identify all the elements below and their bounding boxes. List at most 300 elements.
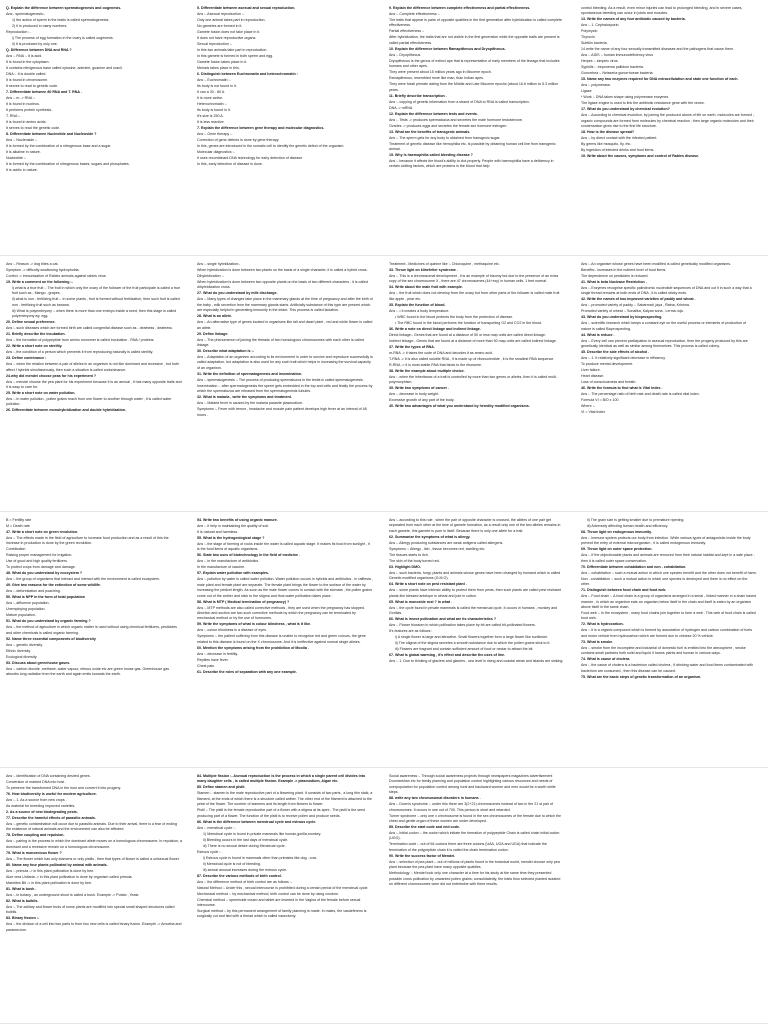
- text-column-3: [389, 262, 565, 506]
- text-line: Gonorrhea :- Neisseria gonorrhoeae bacteria.: [581, 71, 654, 76]
- text-line: They were present about 15 million years ago in Miocene epoch.: [389, 70, 492, 75]
- text-line: The dependence on pesticides is reduced.: [581, 274, 649, 278]
- text-line: 44. What is reduce .: [581, 332, 615, 337]
- text-line: Ans :- pairing is the process in which the dominant allele moves on a homologous chromosome. In repulsion, a dominant and a recessive remain on a homologous chromosome.: [6, 839, 182, 849]
- text-line: Insemination :- after spermatogenesis the sperm gets embedded in the top and cells and finally the process by which the spermatozoa are released from the spermatogenesis tubules.: [197, 383, 373, 394]
- text-line: Ans :- according to this rule , when the pair of opposite character is crossed, the alleles of one pair get separated from each other at the time of gamete formation, as a result only one of the two alleles remains in each gamete, this gamete is pure in itself. Because there is only one allele for a trait.: [389, 518, 561, 533]
- text-line: Heterochromatin :-: [197, 102, 227, 106]
- text-line: Ans :- it is a organic compound which is formed by association of hydrogen and carbon combination of fuels and motor vehicle from hydrocarbon which are formed due to chinese 20 % vehicle.: [581, 628, 752, 638]
- text-line: 46. Write the formula to find what is Vital Index .: [581, 386, 663, 391]
- text-line: Ans :- Flower blossom in which pollination takes place by bit are called bit-pollinated flowers.: [389, 623, 536, 628]
- text-line: Ans :- The sperm gets for any body to obtained from transgenic sugar.: [389, 135, 501, 140]
- text-line: Ans :- primula -> in this plant pollination is done by bee.: [6, 868, 95, 873]
- text-line: Ans :- the difference method of birth control are as follows :-: [197, 879, 293, 884]
- text-line: i) Estrous cycle is found in mammals other than primates like dog , cow.: [203, 855, 317, 860]
- text-line: 72. What is hydrocarbon.: [581, 622, 624, 627]
- text-line: By ingestion of infected drinks and food items.: [581, 148, 655, 153]
- text-line: Ans :- the formation of polypeptide from amino monomer is called incubation . RNA / proteins.: [6, 338, 155, 343]
- text-line: Pistil :- The pistil is the female reproductive part of a flower with a stigma at its apex . The pistil is the seed producing part of a flower. The function of the pistil is to receive pollen and produce seeds.: [197, 808, 366, 818]
- text-line: Ans :- it help in maintaining the quality of soil.: [197, 524, 269, 528]
- text-line: To protect crops from damage and damage.: [6, 565, 76, 570]
- text-line: It is alkaline in nature.: [6, 150, 41, 154]
- text-line: Ligase: [581, 89, 592, 94]
- text-line: Ans :- Reason -> dog bites a cat.: [6, 262, 59, 266]
- text-line: Ans :- the cause of cholera is a bacterium called cholera , if drinking water and food items contaminated with bacterium are consumed , then this disease can be caused.: [581, 663, 753, 673]
- text-line: 82. What is bulbils.: [6, 898, 39, 903]
- text-line: In the manufacture of vaccine.: [197, 565, 246, 570]
- text-line: Ans :- Dryopithecus: [389, 52, 421, 57]
- text-line: It is natural and harmless.: [197, 530, 239, 534]
- text-line: iii) There is no sexual desire during Menstrual cycle.: [203, 843, 286, 848]
- text-line: Ans :- the stage of forming of rocks inside the water is called aquatic stage. It makes its food from sunlight , it is the food items of aquatic organisms.: [197, 542, 370, 552]
- text-line: Ans :- colour blindness is a disease of eyes.: [197, 628, 267, 633]
- text-line: Excessive growth of any part of the body.: [389, 398, 455, 403]
- text-line: 35. Explain the function of blood.: [389, 302, 446, 307]
- text-column-3: [389, 774, 565, 1018]
- text-line: 10. Explain the difference between Ramapithecus and Dryopithecus.: [389, 46, 506, 51]
- text-line: Ans :- Initial codon :- the codon which initiate the formation of polypeptide Chain is called chain initial codon (UGG).: [389, 831, 560, 841]
- text-line: 28. What is an allele.: [197, 314, 232, 319]
- text-line: Ans :- single hybridization:-: [197, 262, 241, 266]
- text-line: Ans :- Immune system protects our body from infection. While various types of antagonistic inside the body prevent the entry of external microorganism , it is called endogenous immunity.: [581, 536, 751, 546]
- text-line: Ans :- Many types of changes take place in the mammary glands at the time of pregnancy and after the birth of the baby , milk secretion from the mammary glands starts. Artificially substance of this type are present which are especially helpful in generating immunity in the infant. This process is called lactation.: [197, 297, 373, 313]
- text-line: Chemical method :- spermicide cream and tablet are inserted in the Vagina of the female before sexual intercourse.: [197, 897, 361, 908]
- text-line: Ans :- polymerase.: [581, 83, 611, 88]
- text-line: B = Fertility rate: [6, 518, 32, 522]
- text-line: Ans :- The axillary and flower buds of some plants are modified into special small shaped structures called bulbils.: [6, 904, 175, 915]
- text-line: It is less reactive.: [197, 120, 225, 124]
- text-line: 24.why did mendel choose peas for his experiment ?: [6, 373, 97, 378]
- text-line: Ans :- when the inheritance of a trait is controlled by more than two genes or alleles, then it is called multi-polymorphism.: [389, 374, 557, 385]
- text-line: ii) Menstrual cycle is not of bleeding.: [203, 861, 261, 866]
- text-line: Dihybridization :-: [197, 274, 224, 278]
- text-line: Heart disease.: [581, 374, 605, 379]
- text-column-4: [581, 262, 757, 506]
- text-line: Symptom -> difficulty swallowing hydrophobia.: [6, 268, 80, 272]
- text-column-2: [197, 262, 373, 506]
- text-line: 29. Define linkage.: [197, 331, 229, 336]
- text-line: 56. State two uses of biotechnology in the field of medicine .: [197, 553, 301, 558]
- text-line: T. RNA :-: [6, 114, 21, 118]
- text-line: 81. What is bush .: [6, 886, 37, 891]
- text-line: Treatment of genetic disease like hemophilia etc. is possible by obtaining human cell line from transgenic animal.: [389, 141, 556, 152]
- text-line: It's features are as follows :: [389, 629, 433, 634]
- text-line: It is found in the cytoplasm.: [6, 60, 50, 64]
- text-line: 20. Define sexual preference.: [6, 320, 56, 325]
- text-line: Ans :- Euchromatin :-: [197, 78, 231, 82]
- text-line: It is more active.: [197, 96, 224, 100]
- text-column-3: [389, 6, 565, 250]
- text-line: control bleeding. As a result, even minor injuries can lead to prolonged bleeding, and in severe cases, spontaneous bleeding can occur in joints and muscles.: [581, 6, 743, 16]
- text-line: To produce mental development.: [581, 362, 634, 367]
- text-line: Social awareness :- Through social awareness projects through newspapers magazines advertisement Doordarshan etc for family planning and population control highlighting various resources and needs of overpopulation for population control among rural and backward women and men would be a worth while steps.: [389, 774, 556, 795]
- text-line: 57. Explain water pollution with examples.: [197, 571, 269, 576]
- text-line: 47. Write a short note on green revolution.: [6, 530, 79, 534]
- text-line: Ans :- decrease in body weight.: [389, 392, 440, 397]
- text-line: Mechanical method :- by mechanical method, birth control can be done by using condom.: [197, 891, 340, 896]
- text-line: Mature population.: [6, 613, 36, 618]
- text-line: Subtilin bacteria.: [581, 41, 608, 46]
- text-line: Treatment:- Medicines of quinine like :- Chloroquine , methaquine etc.: [389, 262, 500, 266]
- text-line: 84. Multiple fission :- Asexual reproduction is the process in which a single parent cell divides into many daughter cells , is called multiple fission. Example -> plasmodium, Algae etc.: [197, 774, 366, 784]
- text-line: Ans :- MTP methods are also called corrective methods , they are used when the pregnancy has stopped. Abortion and suction are two such corrective methods by which the pregnancy can be terminated by mechanical method or by the use of hormones.: [197, 605, 365, 621]
- text-line: By germs like mosquito, fly, etc.: [581, 142, 632, 147]
- text-line: Ans :- smoke from the incomplete and industrial of domestic fuel is emitted into the atmosphere , smoke contains small particles both solid and liquid it harms plants and human in various ways.: [581, 645, 746, 656]
- text-line: Ans :- menstrual cycle :-: [197, 825, 236, 830]
- text-line: Ans :- Every cell can prevent participation in asexual reproduction, then the progeny produced by this are genetically identical as well as similar among themselves. This process is called colony.: [581, 338, 748, 349]
- text-line: Symptoms :- Fever with tremor , headache and muscle pain patient develops high fever at an interval of 48 hours .: [197, 407, 367, 417]
- text-line: Ans :- Adaptation of an organism according to its environment in order to survive and reproduce successfully is called adaptation, but adaptation is also used for any such trait which helps in increasing the survival capacity of an organism.: [197, 355, 373, 370]
- text-line: 2. As a source of new biodegrading pests.: [6, 810, 78, 814]
- text-line: 26. Differentiate between monohybridization and double hybridization.: [6, 408, 127, 413]
- text-line: As material for breeding improved varieties.: [6, 804, 76, 808]
- text-column-1: [6, 6, 182, 250]
- text-line: 27. What do you understand by milk discharge.: [197, 291, 278, 296]
- text-line: Ans :- genetic diversity.: [6, 642, 43, 647]
- text-line: Methodology :- Mendel took only one character at a time for his study at the same time they presented possible cross pollination by unwanted pollen grains; consolidatedly, the traits thus selected planted isolated on different chromosomes were did not entertwine with there results.: [389, 871, 561, 887]
- text-line: Ans :- An organism whose genes have been modified is called genetically modified organisms.: [581, 262, 732, 266]
- text-line: 11. Briefly describe transcription .: [389, 93, 447, 98]
- text-line: In this two animals take part in reproduction.: [197, 48, 268, 52]
- text-line: Ethnic diversity.: [6, 648, 31, 653]
- text-line: It is found in amino acids.: [6, 120, 47, 124]
- text-line: 5. Differentiate between asexual and sexual reproduction.: [197, 6, 296, 10]
- text-line: 23. Define contrivance :: [6, 356, 47, 361]
- text-line: Ecological diversity.: [6, 654, 38, 659]
- text-line: • WBC found in the blood protects the body from the protection of disease.: [395, 314, 514, 319]
- text-line: 32. What is malaria , write the symptoms and treatment.: [197, 395, 292, 400]
- text-line: Control -> immunisation of Rabies animals against rabies virus.: [6, 274, 107, 278]
- text-line: 1) the action of sperm in the testis is called spermatogenesis.: [12, 18, 110, 22]
- text-line: Formula VI = B/D x 100: [581, 398, 619, 403]
- text-line: i) what is a true fruit :- The fruit in which only the ovary of the follower of the fruit participate is called a true fruit such as - Mango , grapes.: [12, 286, 181, 296]
- text-line: Ans :- spermatogenesis :- The process of producing spermatozoa in the testis is called spermatogenesis.: [197, 377, 364, 382]
- text-line: 34. Write about the male fruit with example.: [389, 285, 463, 290]
- text-line: Estrous cycle :-: [197, 849, 222, 854]
- text-line: Ans :- RNA :- It is acid.: [6, 54, 43, 58]
- text-line: ii) Bleeding occurs in the last days of menstrual cycle.: [203, 837, 289, 842]
- text-line: Ans :- the fruit which does not develop from the ovary but from other parts of the follower is called male fruit like apple , pear etc.: [389, 291, 560, 301]
- text-line: 14 write the name of any four sexually transmitted diseases and the pathogens that cause them.: [581, 47, 734, 52]
- text-line: 60. Mention the symptoms arising from the prohibition of Moolla .: [197, 645, 309, 650]
- text-line: Ans :- Gene therapy :-: [197, 132, 233, 136]
- text-line: Ans:- spermatogenesis:-: [6, 12, 45, 16]
- text-line: 45. Describe the side effects of alcohol .: [581, 350, 650, 355]
- text-line: 31. Write the definition of spermatogenesis and insemination.: [197, 371, 302, 376]
- text-line: 36. Write a note on direct linkage and indirect linkage.: [389, 326, 481, 331]
- text-line: Ans :- Allergy producing substances are weak antigens called allergens.: [389, 540, 504, 545]
- text-line: Ans :- scientific research which keeps a constant eye on the useful process or elements of production of nature is called Bioprospecting.: [581, 321, 747, 331]
- text-line: i) A single flower is large and attractive. Small flowers together form a large flower like sunflower.: [395, 635, 549, 640]
- text-line: Ans :- decrease in fertility.: [197, 651, 239, 656]
- text-line: Ans :- identification of DNA containing desired genes.: [6, 774, 91, 778]
- text-line: Molecular diagnostics :-: [197, 150, 235, 154]
- text-line: 18. How is the disease spread?: [581, 130, 635, 135]
- text-line: 7. Differentiate between 80 RNA and T. RNA .: [6, 90, 82, 94]
- text-line: Ans :- In water pollution , pollen grains reach from one flower to another through water , it is called water pollution.: [6, 397, 172, 407]
- text-line: 61. Describe the roles of separation with any one example.: [197, 669, 297, 674]
- text-line: Ans :- Food chain :- A food chain is a group of organisms arranged in a serial - linked manner in a chain based manner , in which an organism eats an organism below itself in the chain and itself is eaten by an organism above itself in the same chain.: [581, 594, 756, 610]
- text-line: Only one animal takes part in reproduction.: [197, 18, 266, 22]
- text-line: 51. What do you understand by organic farming ?: [6, 619, 91, 624]
- text-line: R-RNA -> it is most stable RNA that binds to the ribosome.: [389, 362, 482, 367]
- text-line: Ans :- This is a chromosomal development , it is an example of trisomy but due to the presence of an extra copy of the sex chromosome X , there are 47 chromosomes (44+xxy) in human cells. 1 feet normal.: [389, 274, 559, 284]
- text-line: Contribution: [6, 547, 26, 552]
- text-line: Ans :- 1. It relatively significant decrease in efficiency.: [581, 356, 666, 361]
- text-line: 78. Define coupling and repulsion.: [6, 833, 65, 838]
- text-line: 37. Write the types of RNA.: [389, 344, 435, 349]
- text-line: 13. Write the names of any four antibiotic caused by bacteria.: [581, 17, 686, 22]
- text-line: Ans :- pollution by water is called water pollution. Water pollution occurs in hybrids and antibiotics . In rafflesia , male plant and female plant are separate. The female plant brings the flower to the surface of the water by increasing the pedicel length. As soon as the male flower comes in contact with the stomata , the pollen grains come out of the anther and stick to the stigma and thus water pollination takes place.: [197, 577, 373, 598]
- text-line: iii) What is polyembryony :- when there is more than one embryo inside a seed, then this stage is called polyembryony eg: egg.: [12, 308, 177, 319]
- text-line: Ans :- some plants have intrinsic ability to protect them from pests, then such plants are called pest resistant plants like blessed antelope in wheat and jute in cotton.: [389, 588, 561, 598]
- text-line: 40. Write two advantages of what you understand by heredity modified organisms.: [389, 404, 530, 409]
- text-line: Ans :- 1. As a source from new crops .: [6, 798, 67, 802]
- text-line: It serves to read to genetic code.: [6, 84, 59, 88]
- text-line: 58. What is MTP ( Medical termination of pregnancy) ?: [197, 599, 290, 604]
- text-line: 69. Throw light on outer space protection.: [581, 547, 653, 552]
- text-line: Ramapithecus, resembled more like man, than Indian apes.: [389, 76, 484, 81]
- text-line: m-RNA -> it takes the code of DNA and decodes it as amino acid.: [389, 350, 493, 355]
- text-line: Ans :- the cycle found in private mammals is called the menstrual cycle, it occurs in humans , monkey and Gorillas.: [389, 605, 558, 616]
- text-line: After hybridization, the traits that are not visible in the first generation while the opposite traits are present is called partial effectiveness.: [389, 35, 560, 45]
- page-section-4: [0, 768, 768, 1024]
- text-line: It contains nitrogenous base called cytosine, adenine, guanine and uracil.: [6, 66, 123, 70]
- text-line: 85. Define stamen and pistil.: [197, 785, 246, 790]
- text-line: Ans :- AIDS :- human immunodeficiency virus: [581, 53, 654, 58]
- text-line: Food web :- In the ecosystem , many food chains join together to form a web . This web of food chain is called food web.: [581, 611, 756, 621]
- text-line: Termination code :- out of 64 codons there are three codons (UAA, UGA and UGA) that indicate the termination of the polypeptide chain it is called the chain termination codon.: [389, 842, 547, 852]
- text-line: Partial effectiveness :-: [389, 29, 425, 34]
- text-line: 2) It is produced in many numbers.: [12, 24, 68, 28]
- text-line: Ans :- because it affects the blood's ability to clot properly. People with haemophilia have a deficiency in certain clotting factors, which are proteins in the blood that help: [389, 159, 554, 169]
- text-line: 6. Distinguish between Euchromatin and heterochromatin :: [197, 72, 298, 76]
- text-line: Ans :- If the objectionable plants and animals are removed from their natural habitat and kept in a safe place , then it is called outer space conservation.: [581, 553, 755, 563]
- text-line: 30. Describe what adaptation is :-: [197, 349, 254, 354]
- text-line: Unemploying population.: [6, 607, 46, 612]
- text-line: Gamete fusion does not take place in it.: [197, 30, 261, 34]
- text-line: Marmites Bit -> in this plant pollination is done by bee.: [6, 880, 92, 885]
- text-line: 74. What is cause of cholera.: [581, 657, 631, 662]
- text-line: Direct linkage:- Genes that are found at a distance of 50 or less map units are called direct linkage.: [389, 332, 547, 337]
- text-line: 42. Write the names of two improved varieties of paddy and wheat .: [581, 297, 696, 302]
- text-line: Ans :- affluence population.: [6, 601, 50, 606]
- text-line: DNA -> mRNA: [389, 105, 413, 110]
- text-line: Symptoms :- the patient suffering from this disease is unable to recognise red and green colours, the gene related to this disease is found on the X chromosome. And it is ineffective against normal single alleles.: [197, 634, 366, 644]
- text-line: No gametes are formed in it.: [197, 24, 243, 28]
- text-line: The skin of the body turned red.: [389, 558, 440, 563]
- text-line: Ans :- selection of pea plant :- out of millions of plants found in the botanical world, mendel choose only pea plant because the pea plant have many opposite qualities.: [389, 859, 560, 870]
- text-line: Ans :- The percentage ratio of birth rate and death rate is called vital index.: [581, 392, 700, 397]
- text-line: 9. Explain the difference between complete effectiveness and partial effectiveness.: [389, 6, 531, 10]
- text-line: Ans :- The phenomenon of joining the threads of two homologous chromosomes with each other is called linkage.: [197, 337, 364, 348]
- text-line: Ans :- • it creates a body temperature.: [389, 308, 450, 313]
- text-line: Ans :- such bacteria, fungi, plants and animals whose genes have been changed by humand which is called Genetic modified organisms (G.M.O).: [389, 570, 561, 581]
- text-line: VI = Vital Index: [581, 410, 606, 415]
- text-line: It is found in nucleus.: [6, 102, 40, 106]
- text-line: 52. Name three essential components of biodiversity: [6, 636, 96, 641]
- text-line: In this, early detection of disease is done.: [197, 162, 263, 166]
- text-line: 62. Summarize the symptoms of what is allergy.: [389, 534, 471, 539]
- text-column-2: [197, 6, 373, 250]
- text-line: Meiosis takes place in this.: [197, 66, 240, 70]
- text-line: Ans :- deforestation and poaching.: [6, 589, 61, 594]
- text-column-1: [6, 774, 182, 1018]
- text-line: Ans :- copying of genetic information from a strand of DNA to RNA is called transcription.: [389, 99, 530, 104]
- text-line: 80. Name any four plants pollinated by animal with animals.: [6, 862, 108, 867]
- text-line: 33. Throw light on klinefelter syndrome .: [389, 268, 458, 272]
- text-line: Surgical method :- by this permanent arrangement of family planning is made. In males, the vasdeferens is surgically cut and tied with a thread which is called vasectomy.: [197, 909, 367, 919]
- text-line: 22. Write a short note on sterility.: [6, 344, 63, 349]
- text-line: When hybridization is done between two opposite plants on the basis of two different characters , it is called dihybridization cross.: [197, 280, 368, 290]
- text-line: In this, genes are introduced in the somatic cell to identify the genetic defect of the organism.: [197, 144, 345, 148]
- text-line: 50. What is NPP in the form of total population: [6, 595, 85, 600]
- text-line: Stamen :- stamen is the male reproductive part of a flowering plant. It consists of two parts , a long thin stalk, a filament, at the ends of which there is a structure called anther. The other end of the filament is attached to the petal of the flower. The number of stamens and its length from flowers to flower.: [197, 791, 373, 807]
- text-column-1: [6, 262, 182, 506]
- text-line: Herpes :- simplex virus.: [581, 59, 619, 64]
- text-line: Ans :- The flower which has only stamens or only pistils , then that types of flower is called a unisexual flower.: [6, 856, 180, 861]
- text-line: 86. What is the difference between menstrual cycle and estrous cycle.: [197, 819, 317, 824]
- text-line: It is found in chromosome.: [6, 78, 49, 82]
- text-line: 13. What are the benefits of transgenic animals.: [389, 129, 471, 134]
- text-line: Ans :- Nucleoside :-: [6, 138, 38, 142]
- text-line: Ans :- Tests -> produces spermatozoa and secretes the male hormone testosterone.: [389, 117, 523, 122]
- text-line: i) The process of egg formation in the ovary is called oogenesis.: [12, 36, 114, 40]
- text-line: 79. What is monoecious flower ?: [6, 850, 62, 855]
- text-line: Its body is not found in it.: [197, 84, 237, 88]
- text-line: 1) Menstrual cycle is found in private mammals like human,gorilla,monkey.: [203, 831, 322, 836]
- text-line: 88. write any two chromosomal disorders in humans .: [389, 796, 481, 801]
- text-line: When hybridization is done between two plants on the basis of a single character, it is called a hybrid cross.: [197, 268, 368, 272]
- text-line: Non - cohabitation :- such a mutual action in which one species is destroyed and there is no effect on the other.: [581, 576, 748, 587]
- text-line: Gamete fusion takes place in it.: [197, 60, 248, 64]
- text-line: ii) The grain size is getting smaller due to premature ripening.: [587, 518, 685, 522]
- text-column-2: [197, 774, 373, 1018]
- text-line: 71. Distinguish between food chain and food web.: [581, 588, 667, 593]
- text-line: It is formed by the combination of nitrogenous bases, sugars and phosphates.: [6, 162, 130, 166]
- text-line: Turner syndrome :- only one x chromosome is found in the sex chromosomes of the female due to which the chest and gentle organ of these women are under developed.: [389, 813, 562, 824]
- text-column-4: [581, 518, 757, 762]
- text-line: Ans :- in botany , an underground shoot is called a bush. Example -> Potato , Yeast.: [6, 892, 140, 897]
- text-line: Ans :- the condition of a person which prevents it from reproducing naturally is called sterility.: [6, 350, 154, 355]
- text-line: Liver failure.: [581, 368, 601, 373]
- text-line: Correction of gene defects is done by gene therapy.: [197, 138, 280, 142]
- text-line: 43. What do you understand by bioprospecting.: [581, 315, 663, 320]
- text-line: 7. Explain the difference between gene therapy and molecular diagnostics.: [197, 126, 325, 130]
- text-line: It's size is 250 A.: [197, 114, 224, 118]
- text-line: 59. Write the symptoms of what is colour blindness , what is it like.: [197, 622, 311, 627]
- text-line: 49. Give two reasons for the extinction of some wildlife.: [6, 583, 101, 588]
- page-section-2: [0, 256, 768, 512]
- text-line: The tissues starts to itch.: [389, 552, 429, 557]
- text-line: Ovaries -> produces eggs and secretes the female sex hormone estrogen.: [389, 123, 508, 128]
- text-line: In this gamete is formed in both sperm and egg.: [197, 54, 274, 58]
- text-line: Reproduction :-: [6, 30, 31, 34]
- text-line: 39. Write two symptoms of cancer .: [389, 386, 450, 391]
- text-line: ii) It is produced by only one.: [12, 42, 58, 46]
- text-line: 76. How biodiversity is useful for modern agriculture.: [6, 792, 97, 796]
- text-line: Ans :- m -> RNA :-: [6, 96, 36, 100]
- text-line: To preserve the transformed DNA in the host and convert it into progeny.: [6, 786, 121, 790]
- text-line: It does not have reproductive organs.: [197, 36, 257, 40]
- text-line: It is formed by the combination of a nitrogenous base and a sugar.: [6, 144, 112, 148]
- text-line: 25. Write a short note on water pollution.: [6, 391, 76, 396]
- text-line: Polymyxin: [581, 29, 598, 34]
- text-line: 54. Write two benefits of using organic manure.: [197, 518, 278, 522]
- text-line: Ans :- 1. Due to thinking of glaciers and glaciers , sea level is rising and coastal areas and islands are sinking.: [389, 659, 564, 664]
- text-line: Ans :- such diseases which are formed birth are called congenital disease such as - deafness , deafness.: [6, 326, 173, 331]
- text-line: * Work :- DNA takes shape using polymerase enzymes.: [581, 95, 670, 100]
- text-line: Promoted variety of wheat :- Sonalika, Kalyan sona , Lerma roja.: [581, 309, 684, 314]
- text-line: Ans :- when the relation between a pair of alleles in an organism is not like dominant and recessive , but both affect f hybrids simultaneously, then such a situation is called codominance.: [6, 362, 179, 372]
- page-section-1: [0, 0, 768, 256]
- text-line: 65. What is monoxide rust ? In what .: [389, 599, 453, 604]
- text-line: Ans :- the group of organisms that interact and interact with the environment is called ecosystem.: [6, 577, 161, 582]
- text-line: It can a 30 - 80 A.: [197, 90, 226, 94]
- text-line: Ans :- in the manufacture of antibiotics.: [197, 559, 260, 564]
- text-line: 67. What is global warming , it's effect and describe the uses of line.: [389, 653, 506, 658]
- text-line: 48. What do you understand by ecosystem ?: [6, 571, 83, 576]
- text-line: Ans :- promoted variety of paddy :- Sabarmati, jaya , Ratna, Krishna.: [581, 303, 690, 308]
- text-line: 73. What is smoke.: [581, 639, 614, 644]
- text-line: Q. Explain the difference between spermatogenesis and oogenesis.: [6, 6, 122, 10]
- text-line: Where :-: [581, 404, 595, 409]
- text-line: 68. Throw light on endogenous immunity.: [581, 530, 652, 534]
- text-line: Ans :- the division of a cell into two parts to from two new cells is called binary fusion. Example -> Amoeba and paramecium.: [6, 922, 182, 932]
- text-line: It uses recombinant DNA technology for early detection of disease.: [197, 156, 304, 160]
- text-line: Ans :- genetic contamination will occur due to parasitic animals. Due to their arrival, there is a fear of ending the existence of natural animals and the environment can also be affected.: [6, 822, 177, 832]
- text-column-3: [389, 518, 565, 762]
- text-column-4: [581, 6, 757, 250]
- text-line: Thyrocin: [581, 35, 595, 40]
- text-line: 41. What is beta Nuclease Restriction .: [581, 280, 647, 284]
- text-line: 15. Name any two enzymes required for DNA extracellulation and state one function of each.: [581, 77, 739, 82]
- text-line: Ans :- carbon dioxide ,methane, water vapour, nitrous oxide etc are green house gas. Greenhouse gas absorbs long radiation from the earth and again emits towards the earth.: [6, 666, 170, 677]
- text-line: The ligase engine is used to link the antibiotic resistance gene with the vector.: [581, 101, 705, 106]
- text-line: Natural Method :- Under this , sexual intercourse is prohibited during a certain period of the menstrual cycle.: [197, 885, 369, 890]
- text-line: Benefits:- increases in the nutrient level of food items.: [581, 268, 667, 272]
- text-line: Ans :- the method of agriculture in which organic matter is used without using chemical fertilizers, pesticides and other chemicals is called organic farming.: [6, 625, 177, 635]
- text-line: Ans :- The effects made in the field of agriculture to increase food production and as a result of this the increase in production is done by the green revolution.: [6, 536, 169, 546]
- text-line: Ans :- 1. Cephalosporin: [581, 23, 619, 28]
- text-line: 63. Highlight DMO.: [389, 564, 421, 569]
- text-line: 64. Write a short note on pest resistant plant .: [389, 582, 467, 587]
- text-line: DNA :- It is double called.: [6, 72, 47, 76]
- text-line: Ans :- An alternative type of genes located in organisms like tall and dwarf plant , red and white flower is called an allele.: [197, 320, 373, 330]
- text-line: Ans :- According to chemical evolution, by joining the produced atoms of life on earth, molecules are formed ; organic compounds are formed from molecules by chemical reaction ; then large organic molecules and their condensation gives rise to the first life structure.: [581, 113, 754, 129]
- text-line: Symptoms :- Allergy , itch , tissue becomes red, swelling etc.: [389, 546, 486, 551]
- text-line: 8. Differentiate between Nucleotide and Nucleoside ?: [6, 132, 97, 136]
- text-line: They were fossil primate dating from the Middle and Late Miocene epochs (about 16.6 million to 5.3 million years.: [389, 82, 559, 92]
- text-line: Dryopithecus is the genus of extinct ape that is representative of early members of the lineage that includes humans and other apes.: [389, 58, 560, 69]
- text-line: 77. Describe the harmful effects of parasitic animals.: [6, 816, 96, 820]
- text-column-4: [581, 774, 757, 1018]
- text-line: Ans :- by direct contact with the infected patient.: [581, 136, 658, 141]
- text-line: 75. What are the basic steps of genetic transformation of an organism.: [581, 674, 702, 679]
- text-column-1: [6, 518, 182, 762]
- text-line: 53. Discuss about greenhouse gases.: [6, 660, 71, 665]
- text-line: 17. What do you understand by chemical evolution?: [581, 107, 670, 112]
- text-line: iii) sexual arousal increases during the estrous cycle.: [203, 867, 288, 872]
- text-line: 66. What is insect pollination and what are its characteristics ?: [389, 617, 497, 622]
- text-line: Ans :- Malaria fever is caused by the malaria parasite plasmodium.: [197, 401, 304, 406]
- text-column-2: [197, 518, 373, 762]
- text-line: 90. Write the success factor of Mendel.: [389, 853, 456, 858]
- text-line: M = Death rate: [6, 524, 30, 528]
- page-section-3: [0, 512, 768, 768]
- text-line: It serves to read the genetic code.: [6, 126, 61, 130]
- text-line: 12. Explain the difference between tests and events.: [389, 111, 478, 116]
